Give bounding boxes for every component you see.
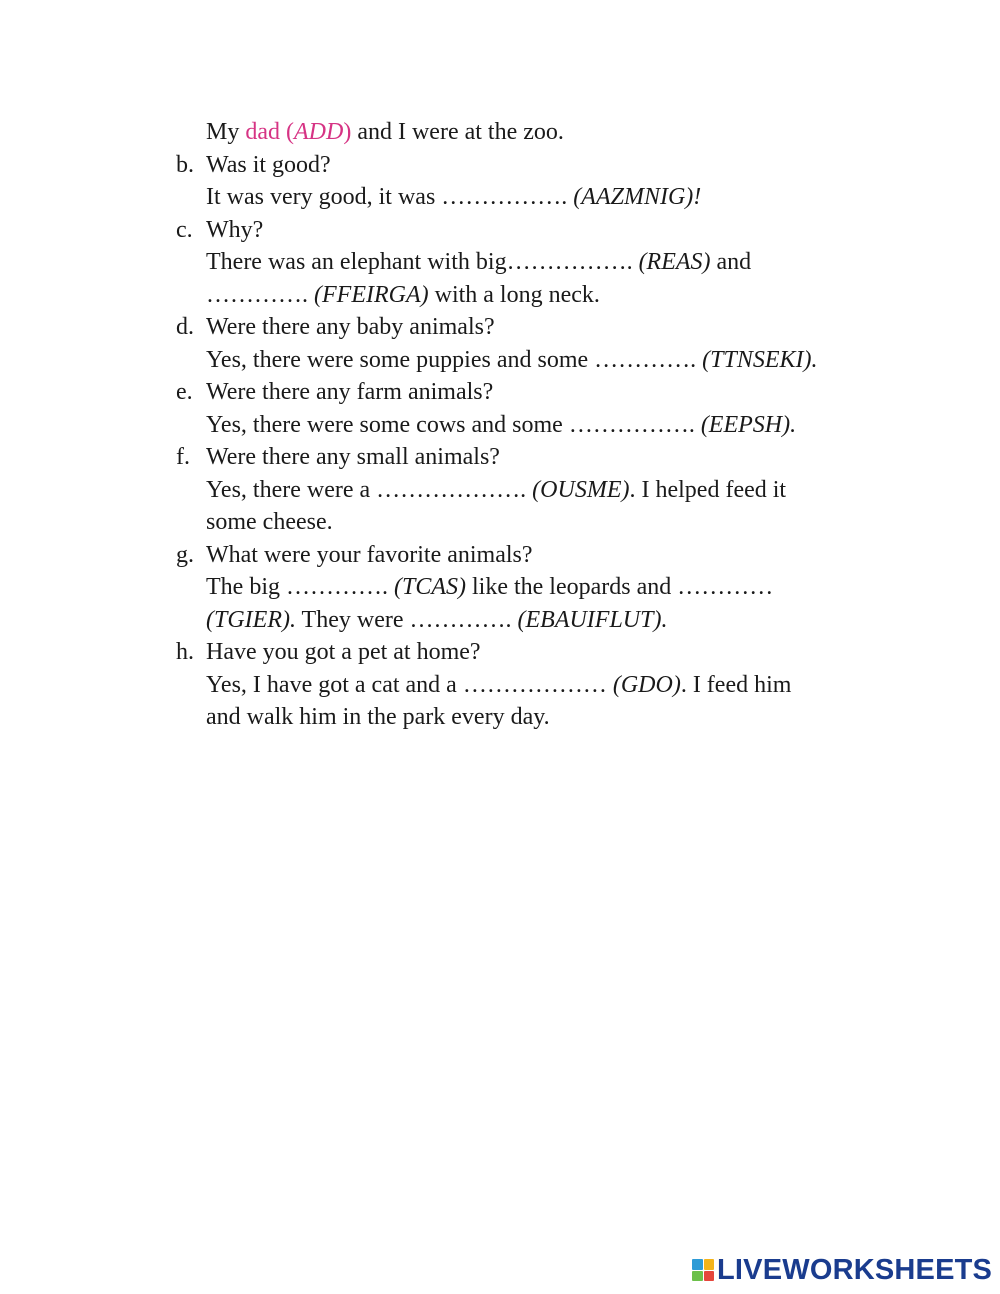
question-line	[0, 116, 1000, 149]
scrambled-word-hint: (TTNSEKI).	[696, 346, 818, 373]
logo-text: LIVEWORKSHEETS	[717, 1253, 993, 1286]
text-segment: Were there any baby animals?	[206, 314, 495, 340]
logo-square-i	[704, 1259, 715, 1270]
answer-blank[interactable]: …………….	[441, 184, 568, 210]
text-segment: dad (	[245, 119, 294, 145]
item-marker: d.	[176, 314, 194, 340]
text-segment: and I were at the zoo.	[351, 119, 564, 145]
text-segment: Were there any farm animals?	[206, 379, 494, 405]
item-marker: b.	[176, 151, 194, 178]
item-marker: h.	[176, 639, 194, 665]
answer-line	[0, 409, 1000, 442]
question-line	[0, 376, 1000, 409]
text-segment: Have you got a pet at home?	[206, 639, 481, 665]
worksheet-questions	[0, 116, 1000, 734]
answer-blank[interactable]: ………………	[462, 671, 607, 698]
answer-blank[interactable]: …………	[677, 574, 774, 600]
scrambled-word-hint: (EEPSH).	[694, 411, 797, 438]
question-line	[0, 214, 1000, 247]
answer-line	[0, 571, 1000, 604]
scrambled-word-hint: (GDO)	[606, 671, 681, 698]
answer-blank[interactable]: …………….	[568, 411, 695, 438]
question-line	[0, 441, 1000, 474]
scrambled-word-hint: (TGIER).	[206, 606, 296, 633]
text-segment: and walk him in the park every day.	[206, 704, 550, 730]
question-line	[0, 311, 1000, 344]
item-marker: e.	[176, 379, 193, 405]
scrambled-word-hint: (REAS)	[632, 249, 711, 275]
question-line	[0, 539, 1000, 572]
scrambled-word-hint: (OUSME)	[526, 476, 630, 503]
text-segment: Was it good?	[206, 151, 331, 178]
text-segment: like the leopards and	[465, 574, 678, 600]
question-line	[0, 149, 1000, 182]
logo-square-l	[692, 1259, 703, 1270]
text-segment: They were	[295, 606, 410, 633]
scrambled-word-hint: (AAZMNIG)!	[567, 184, 702, 210]
logo-square-v	[692, 1271, 703, 1282]
answer-blank[interactable]: …………….	[506, 249, 633, 275]
answer-line	[0, 604, 1000, 637]
scrambled-word-hint: (FFEIRGA)	[308, 281, 429, 308]
text-segment: Yes, there were some puppies and some	[206, 346, 595, 373]
text-segment: Yes, there were some cows and some	[206, 411, 569, 438]
text-segment: What were your favorite animals?	[206, 541, 533, 568]
answer-line	[0, 701, 1000, 734]
text-segment: with a long neck.	[428, 281, 600, 308]
answer-blank[interactable]: ………….	[594, 346, 697, 373]
text-segment: There was an elephant with big	[206, 249, 507, 275]
answer-line	[0, 669, 1000, 702]
item-marker: c.	[176, 216, 193, 243]
answer-line	[0, 279, 1000, 312]
item-marker: g.	[176, 541, 194, 568]
text-segment: )	[343, 119, 352, 145]
answer-blank[interactable]: ……………….	[376, 476, 527, 503]
text-segment: Yes, there were a	[206, 476, 377, 503]
answer-blank[interactable]: ………….	[285, 574, 388, 600]
scrambled-word-hint: (EBAUIFLUT).	[511, 606, 668, 633]
text-segment: Why?	[206, 216, 264, 243]
answer-line	[0, 474, 1000, 507]
logo-mark-icon	[692, 1259, 714, 1281]
answer-blank[interactable]: ………….	[206, 281, 308, 308]
answer-line	[0, 344, 1000, 377]
text-segment: . I feed him	[680, 671, 792, 698]
logo-square-e	[704, 1271, 715, 1282]
scrambled-word-hint: (TCAS)	[387, 574, 466, 600]
text-segment: The big	[206, 574, 286, 600]
text-segment: Yes, I have got a cat and a	[206, 671, 463, 698]
answer-line	[0, 506, 1000, 539]
text-segment: Were there any small animals?	[206, 444, 500, 470]
question-line	[0, 636, 1000, 669]
scrambled-word-hint: ADD	[294, 119, 344, 145]
text-segment: My	[206, 119, 246, 145]
answer-line	[0, 181, 1000, 214]
item-marker: f.	[176, 444, 190, 470]
answer-line	[0, 246, 1000, 279]
text-segment: . I helped feed it	[629, 476, 787, 503]
text-segment: and	[710, 249, 752, 275]
text-segment: It was very good, it was	[206, 184, 442, 210]
liveworksheets-logo	[692, 1255, 992, 1285]
text-segment: some cheese.	[206, 509, 333, 535]
answer-blank[interactable]: ………….	[409, 606, 512, 633]
